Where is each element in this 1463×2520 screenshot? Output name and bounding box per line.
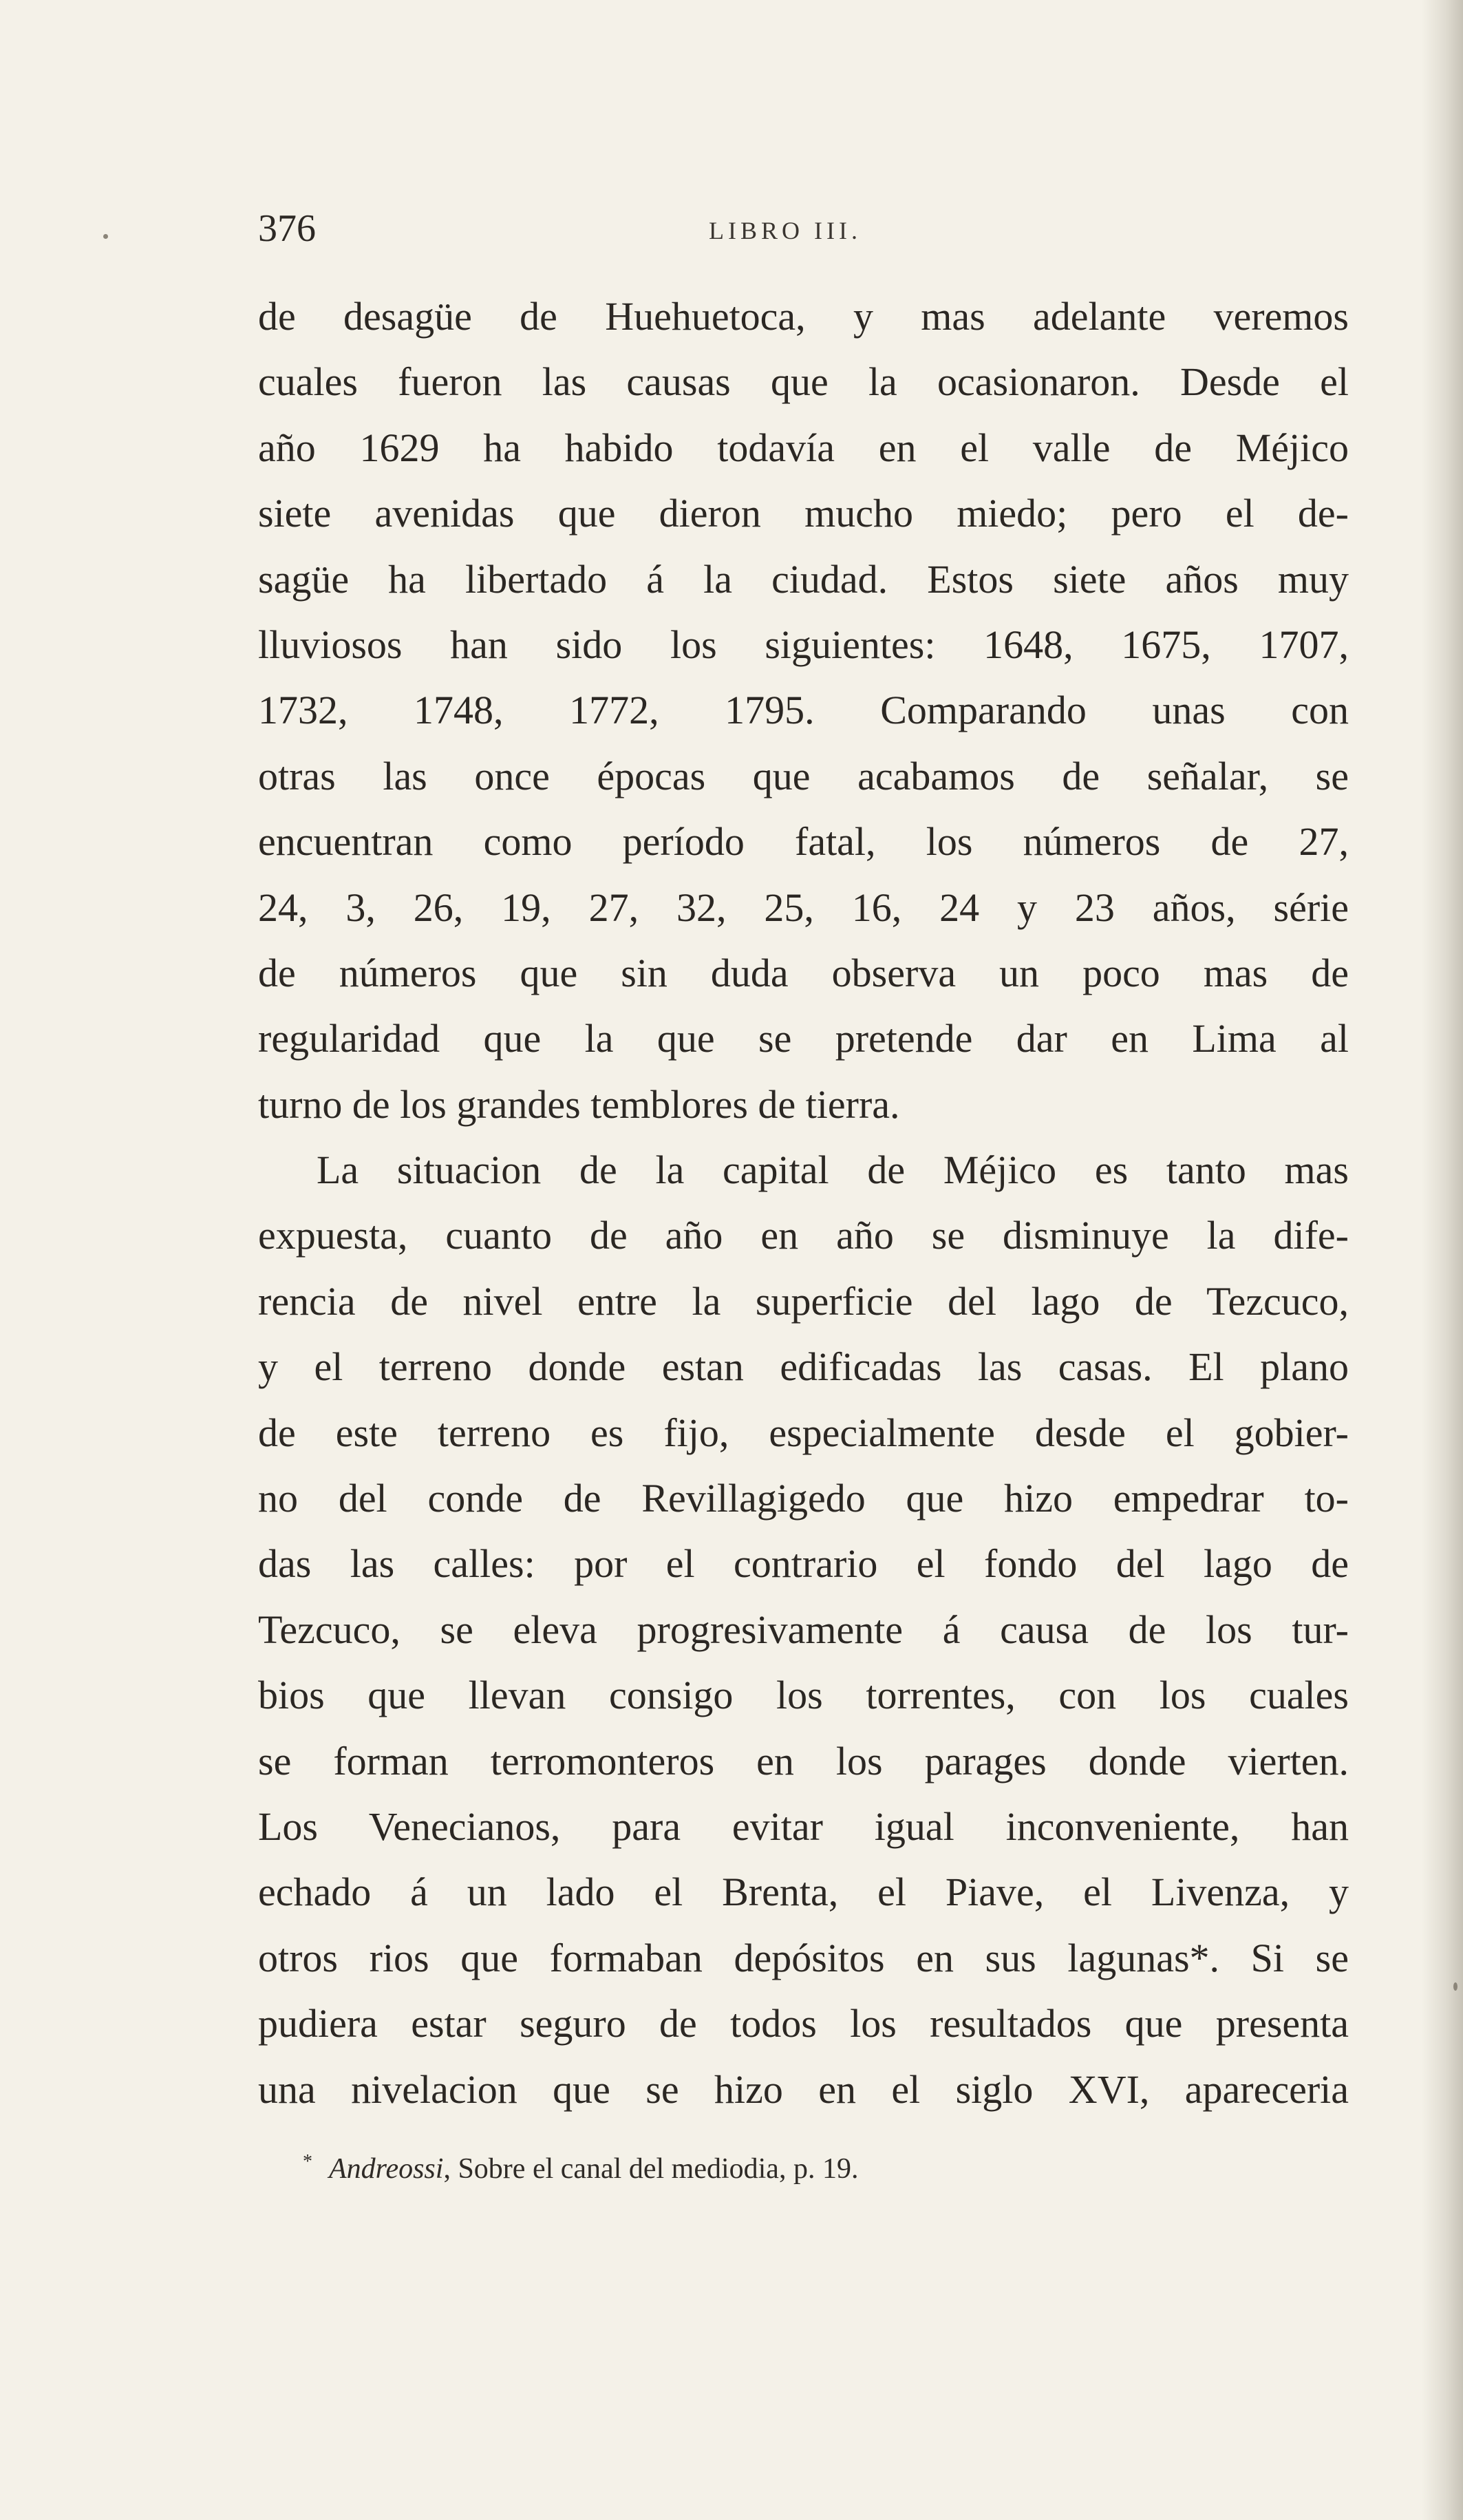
text-line: otros rios que formaban depósitos en sus lagunas*. Si se <box>258 1935 1349 1980</box>
text-line: turno de los grandes temblores de tierra. <box>258 1081 900 1127</box>
text-line: de este terreno es fijo, especialmente desde el gobier- <box>258 1410 1349 1455</box>
paragraph-2 <box>258 1137 1349 2122</box>
text-line: se forman terromonteros en los parages donde vierten. <box>258 1738 1349 1783</box>
text-line: rencia de nivel entre la superficie del lago de Tezcuco, <box>258 1278 1349 1324</box>
page-edge-shadow <box>1422 0 1463 2520</box>
paper-speck <box>103 234 108 239</box>
text-line: y el terreno donde estan edificadas las casas. El plano <box>258 1344 1349 1390</box>
text-line: cuales fueron las causas que la ocasionaron. Desde el <box>258 359 1349 405</box>
text-line: de desagüe de Huehuetoca, y mas adelante veremos <box>258 294 1349 339</box>
text-line: 24, 3, 26, 19, 27, 32, 25, 16, 24 y 23 años, série <box>258 885 1349 930</box>
footnote-mark: * <box>303 2151 312 2172</box>
text-line: siete avenidas que dieron mucho miedo; pero el de- <box>258 491 1349 536</box>
paragraph-1 <box>258 284 1349 1137</box>
text-line: año 1629 ha habido todavía en el valle de Méjico <box>258 425 1349 470</box>
text-line: bios que llevan consigo los torrentes, con los cuales <box>258 1673 1349 1718</box>
footnote <box>303 2151 858 2185</box>
page-number: 376 <box>258 207 316 250</box>
page-header <box>258 207 1349 262</box>
text-line: das las calles: por el contrario el fondo del lago de <box>258 1541 1349 1587</box>
text-line: sagüe ha libertado á la ciudad. Estos siete años muy <box>258 556 1349 602</box>
text-line: no del conde de Revillagigedo que hizo empedrar to- <box>258 1476 1349 1521</box>
text-line: Tezcuco, se eleva progresivamente á causa de los tur- <box>258 1607 1349 1652</box>
text-line: lluviosos han sido los siguientes: 1648, 1675, 1707, <box>258 622 1349 667</box>
text-line: regularidad que la que se pretende dar en Lima al <box>258 1016 1349 1061</box>
text-line: Los Venecianos, para evitar igual inconveniente, han <box>258 1803 1349 1849</box>
footnote-author: Andreossi <box>329 2153 444 2185</box>
text-line: una nivelacion que se hizo en el siglo XVI, apareceria <box>258 2066 1349 2112</box>
text-line: pudiera estar seguro de todos los resultados que presenta <box>258 2001 1349 2046</box>
paper-speck <box>1453 1982 1457 1991</box>
text-line: encuentran como período fatal, los números de 27, <box>258 819 1349 865</box>
running-head: LIBRO III. <box>709 217 862 244</box>
footnote-text: , Sobre el canal del mediodia, p. 19. <box>443 2153 859 2185</box>
main-text <box>258 284 1349 2122</box>
text-line: expuesta, cuanto de año en año se disminuye la dife- <box>258 1213 1349 1258</box>
text-line: La situacion de la capital de Méjico es tanto mas <box>317 1147 1349 1193</box>
text-line: echado á un lado el Brenta, el Piave, el Livenza, y <box>258 1870 1349 1915</box>
text-line: 1732, 1748, 1772, 1795. Comparando unas con <box>258 688 1349 733</box>
text-line: de números que sin duda observa un poco mas de <box>258 950 1349 995</box>
text-line: otras las once épocas que acabamos de señalar, se <box>258 753 1349 798</box>
